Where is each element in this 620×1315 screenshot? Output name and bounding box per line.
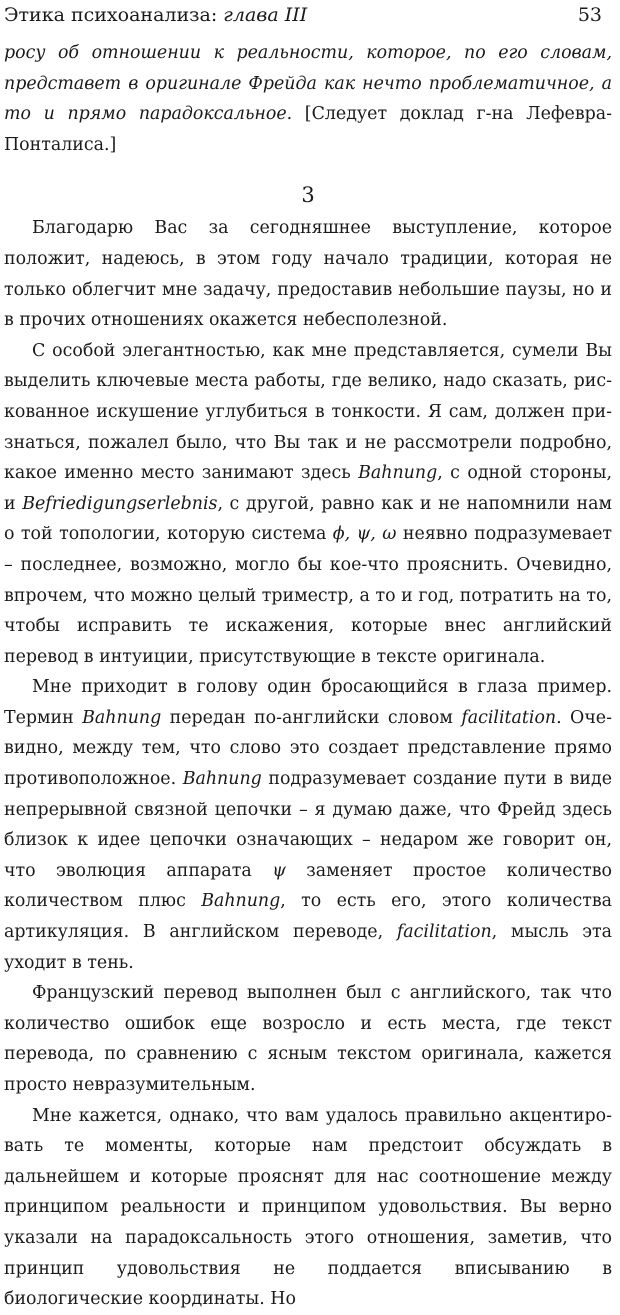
paragraph-5: Мне кажется, однако, что вам удалось правильно акцентировать те моменты, которые нам предстоит обсуждать в дальнейшем и которые прояснят для нас соотношение между принципом реальности и принципом удовольствия. Вы верно указали на парадоксальность этого отношения, заметив, что принцип удовольствия не поддается вписыванию в биологические координаты. Но xyxy=(4,1105,612,1310)
p2-symbols: ϕ, ψ, ω xyxy=(332,524,397,545)
p2-text: С особой элегантностью, как мне представляется, сумели Вы выделить ключевые места работы, где велико, надо сказать, рискованное искушение углубиться в тонкости. Я сам, должен признаться, пожалел было, что Вы так и не рассмотрели подробно, какое именно место занимают здесь xyxy=(4,340,612,484)
p3-term: facilitation xyxy=(461,707,557,728)
running-head-chapter: глава III xyxy=(223,4,308,26)
p3-term: Bahnung xyxy=(82,707,162,728)
p3-text: передан по-английски словом xyxy=(161,707,462,728)
page-number: 53 xyxy=(577,4,602,26)
running-head-title xyxy=(4,2,307,28)
p2-term: Bahnung xyxy=(358,463,438,484)
p3-symbol: ψ xyxy=(272,860,286,881)
p3-text: Мне приходит в голову один бросающийся в глаза пример. Термин xyxy=(4,677,612,728)
p2-text: , с одной стороны, и xyxy=(4,463,613,514)
opening-paragraph xyxy=(4,38,612,160)
running-head-book-title: Этика психоанализа: xyxy=(4,4,224,26)
p3-text: . Очевидно, между тем, что слово это создает представление прямо противоположное. xyxy=(4,707,612,790)
bracket-note: [Следует доклад г-на Лефевра-Понталиса.] xyxy=(4,104,612,155)
p3-text: заменяет простое количество количеством плюс xyxy=(4,860,612,912)
p3-term: Bahnung xyxy=(182,769,262,790)
p2-text: , с другой, равно как и не напомнили нам о той топологии, которую система xyxy=(4,493,612,545)
opening-italic-text: росу об отношении к реальности, которое, по его словам, представет в оригинале Фрейда как нечто проблематичное, а то и прямо парадоксальное. xyxy=(4,43,612,125)
body-text xyxy=(4,38,612,1315)
paragraph-4: Французский перевод выполнен был с английского, так что количество ошибок еще возросло и есть места, где текст перевода, по сравнению с ясным текстом оригинала, кажется просто невразумительным. xyxy=(4,983,612,1095)
paragraph-1: Благодарю Вас за сегодняшнее выступление, которое положит, надеюсь, в этом году начало традиции, которая не только облегчит мне задачу, предоставив небольшие паузы, но и в прочих отношениях окажется небесполезной. xyxy=(4,218,612,331)
running-head xyxy=(4,2,602,28)
p2-term: Befriedigungserlebnis xyxy=(22,493,218,514)
p3-text: подразумевает создание пути в виде непрерывной связной цепочки – я думаю даже, что Фрейд здесь близок к идее цепочки означающих – недаром же говорит он, что эволюция аппарата xyxy=(4,769,612,881)
p3-term: facilitation xyxy=(396,922,492,943)
p2-text: неявно подразумевает – последнее, возможно, могло бы кое-что прояснить. Очевидно, впрочем, что можно целый триместр, а то и год, потратить на то, чтобы исправить те искажения, которые внес английский перевод в интуиции, присутствующие в тексте оригинала. xyxy=(4,524,612,667)
paragraph-3 xyxy=(4,672,612,978)
p3-term: Bahnung xyxy=(201,891,281,912)
p3-text: , то есть его, этого количества артикуляция. В английском переводе, xyxy=(4,891,612,943)
p3-text: , мысль эта уходит в тень. xyxy=(4,922,613,973)
section-number: 3 xyxy=(301,183,315,208)
paragraph-2 xyxy=(4,336,612,673)
